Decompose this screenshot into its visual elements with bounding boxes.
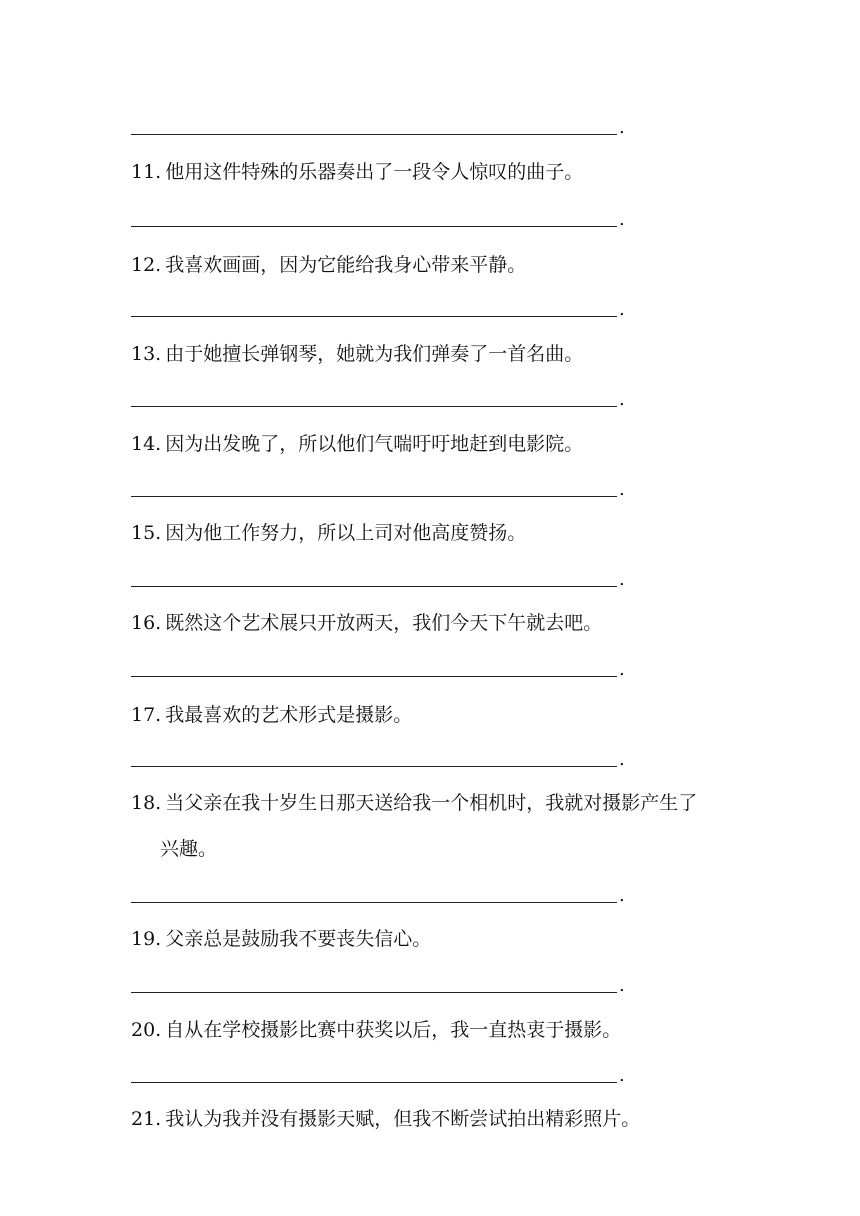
answer-line-end: .: [619, 569, 625, 590]
question-number: 15.: [131, 522, 162, 544]
question-number: 12.: [131, 254, 162, 276]
answer-line: [131, 676, 617, 677]
question-number: 13.: [131, 343, 162, 365]
question-number: 11.: [131, 161, 162, 183]
answer-line-end: .: [619, 299, 625, 320]
answer-line: [131, 902, 617, 903]
answer-line-end: .: [619, 1065, 625, 1086]
answer-line: [131, 226, 617, 227]
question-21: [131, 1107, 640, 1131]
question-number: 18.: [131, 792, 162, 814]
answer-line-end: .: [619, 975, 625, 996]
question-16: [131, 611, 602, 635]
question-text: 既然这个艺术展只开放两天，我们今天下午就去吧。: [165, 612, 603, 634]
question-text: 因为他工作努力，所以上司对他高度赞扬。: [165, 522, 527, 544]
question-text: 自从在学校摄影比赛中获奖以后，我一直热衷于摄影。: [165, 1019, 622, 1041]
answer-line: [131, 496, 617, 497]
answer-line: [131, 766, 617, 767]
question-19: [131, 927, 431, 951]
answer-line-end: .: [619, 885, 625, 906]
question-text: 因为出发晚了，所以他们气喘吁吁地赶到电影院。: [165, 433, 584, 455]
answer-line: [131, 586, 617, 587]
answer-line-end: .: [619, 117, 625, 138]
question-number: 17.: [131, 704, 162, 726]
question-20: [131, 1018, 621, 1042]
answer-line: [131, 316, 617, 317]
question-text: 他用这件特殊的乐器奏出了一段令人惊叹的曲子。: [165, 161, 584, 183]
answer-line-end: .: [619, 479, 625, 500]
answer-line: [131, 992, 617, 993]
answer-line: [131, 1082, 617, 1083]
question-11: [131, 160, 583, 184]
question-18: [131, 791, 697, 815]
question-number: 16.: [131, 612, 162, 634]
question-text: 我认为我并没有摄影天赋，但我不断尝试拍出精彩照片。: [165, 1108, 641, 1130]
question-text: 我喜欢画画，因为它能给我身心带来平静。: [165, 254, 527, 276]
answer-line-end: .: [619, 389, 625, 410]
question-text: 父亲总是鼓励我不要丧失信心。: [165, 928, 432, 950]
question-13: [131, 342, 583, 366]
question-number: 14.: [131, 433, 162, 455]
question-18-continuation: 兴趣。: [160, 838, 218, 860]
question-12: [131, 253, 526, 277]
question-text: 当父亲在我十岁生日那天送给我一个相机时，我就对摄影产生了: [165, 792, 698, 814]
answer-line-end: .: [619, 209, 625, 230]
question-17: [131, 703, 412, 727]
question-number: 20.: [131, 1019, 162, 1041]
question-15: [131, 521, 526, 545]
question-text: 由于她擅长弹钢琴，她就为我们弹奏了一首名曲。: [165, 343, 584, 365]
question-text: 我最喜欢的艺术形式是摄影。: [165, 704, 413, 726]
answer-line-end: .: [619, 659, 625, 680]
question-number: 21.: [131, 1108, 162, 1130]
question-14: [131, 432, 583, 456]
answer-line: [131, 406, 617, 407]
question-number: 19.: [131, 928, 162, 950]
answer-line: [131, 134, 617, 135]
answer-line-end: .: [619, 749, 625, 770]
